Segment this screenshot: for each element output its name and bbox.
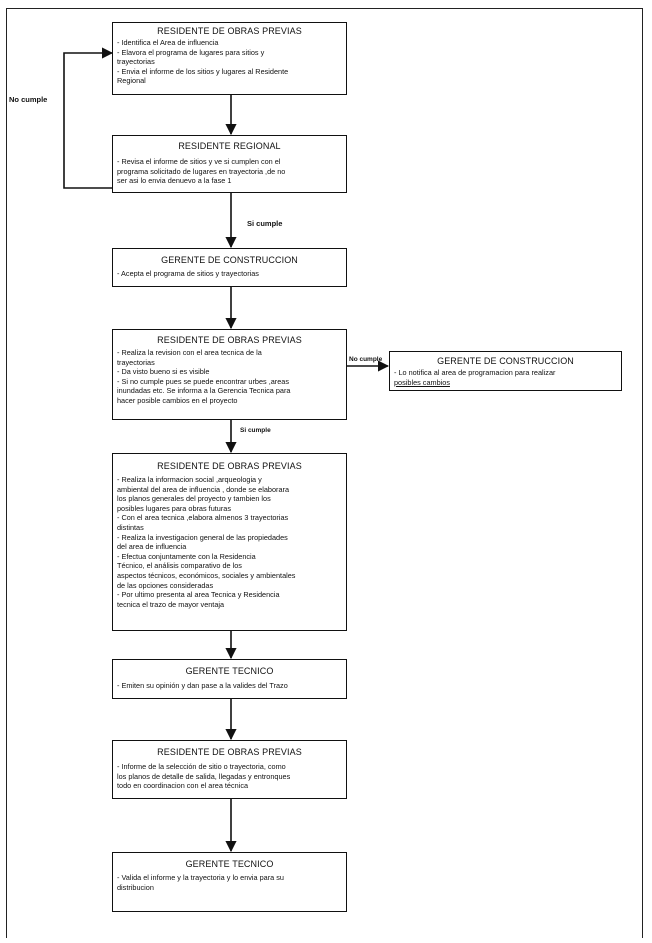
step-line: tecnica el trazo de mayor ventaja — [117, 599, 225, 609]
step-line: - Revisa el informe de sitios y ve si cumplen con el — [117, 157, 281, 166]
step-line: inundadas etc. Se informa a la Gerencia Tecnica para — [117, 386, 291, 396]
step-line: los planos de detalle de salida, llegadas y entronques — [117, 771, 291, 781]
step-residente-obras-previas-4 — [112, 740, 347, 799]
label-si-cumple-2: Si cumple — [240, 427, 271, 434]
step-line: - Por ultimo presenta al area Tecnica y Residencia — [117, 590, 280, 600]
label-no-cumple-left: No cumple — [9, 95, 48, 104]
step-line: posibles lugares para obras futuras — [117, 503, 231, 513]
step-line: - Realiza la investigacion general de las propiedades — [117, 532, 288, 542]
step-line: - Valida el informe y la trayectoria y lo envia para su — [117, 873, 284, 882]
step-line: - Con el area tecnica ,elabora almenos 3 trayectorias — [117, 513, 289, 523]
step-line: ser asi lo envia denuevo a la fase 1 — [117, 176, 232, 186]
step-line: - Acepta el programa de sitios y trayectorias — [117, 269, 259, 278]
step-line: - Da visto bueno si es visible — [117, 367, 210, 377]
step-line: Técnico, el análisis comparativo de los — [117, 561, 242, 571]
step-line: - Emiten su opinión y dan pase a la valides del Trazo — [117, 681, 288, 690]
step-line: todo en coordinacion con el area técnica — [117, 781, 249, 791]
step-residente-obras-previas-3 — [112, 453, 347, 631]
step-line: ambiental del area de influencia , donde se elaborara — [117, 484, 290, 494]
step-gerente-tecnico-1 — [112, 659, 347, 699]
step-line: posibles cambios — [394, 377, 450, 387]
step-line: - Realiza la informacion social ,arqueologia y — [117, 475, 262, 484]
step-line: - Efectua conjuntamente con la Residencia — [117, 551, 256, 561]
step-line: los planos generales del proyecto y tambien los — [117, 494, 271, 504]
step-line: programa solicitado de lugares en trayectoria ,de no — [117, 166, 286, 176]
step-gerente-construccion-2 — [389, 351, 622, 391]
step-line: - Identifica el Area de influencia — [117, 38, 219, 47]
step-title: RESIDENTE DE OBRAS PREVIAS — [157, 26, 302, 36]
step-residente-obras-previas-2 — [112, 329, 347, 420]
label-no-cumple-right: No cumple — [349, 356, 383, 363]
step-line: aspectos técnicos, económicos, sociales y ambientales — [117, 570, 296, 580]
step-residente-obras-previas-1 — [112, 22, 347, 95]
step-residente-regional — [112, 135, 347, 193]
label-si-cumple-1: Si cumple — [247, 219, 283, 228]
step-title: RESIDENTE DE OBRAS PREVIAS — [157, 747, 302, 757]
step-line: - Envia el informe de los sitios y lugares al Residente — [117, 66, 289, 76]
step-line: - Informe de la selección de sitio o trayectoria, como — [117, 762, 286, 771]
step-title: RESIDENTE REGIONAL — [178, 141, 281, 151]
step-line: - Elavora el programa de lugares para sitios y — [117, 47, 265, 57]
step-line: trayectorias — [117, 57, 155, 67]
step-line: - Si no cumple pues se puede encontrar urbes ,areas — [117, 376, 289, 386]
step-line: del area de influencia — [117, 542, 187, 552]
step-title: RESIDENTE DE OBRAS PREVIAS — [157, 335, 302, 345]
step-gerente-construccion-1 — [112, 248, 347, 287]
step-line: distintas — [117, 522, 144, 532]
step-line: trayectorias — [117, 357, 155, 367]
step-title: GERENTE DE CONSTRUCCION — [161, 255, 298, 265]
step-line: hacer posible cambios en el proyecto — [117, 395, 238, 405]
step-title: RESIDENTE DE OBRAS PREVIAS — [157, 461, 302, 471]
step-title: GERENTE TECNICO — [185, 666, 274, 676]
step-line: - Realiza la revision con el area tecnica de la — [117, 348, 262, 357]
step-gerente-tecnico-2 — [112, 852, 347, 912]
arrow-no-cumple-loop — [64, 53, 112, 188]
step-line: distribucion — [117, 882, 154, 892]
step-line: de las opciones consideradas — [117, 580, 214, 590]
step-line: Regional — [117, 76, 146, 86]
step-title: GERENTE DE CONSTRUCCION — [437, 356, 574, 366]
step-line: - Lo notifica al area de programacion para realizar — [394, 368, 556, 377]
step-title: GERENTE TECNICO — [185, 859, 274, 869]
